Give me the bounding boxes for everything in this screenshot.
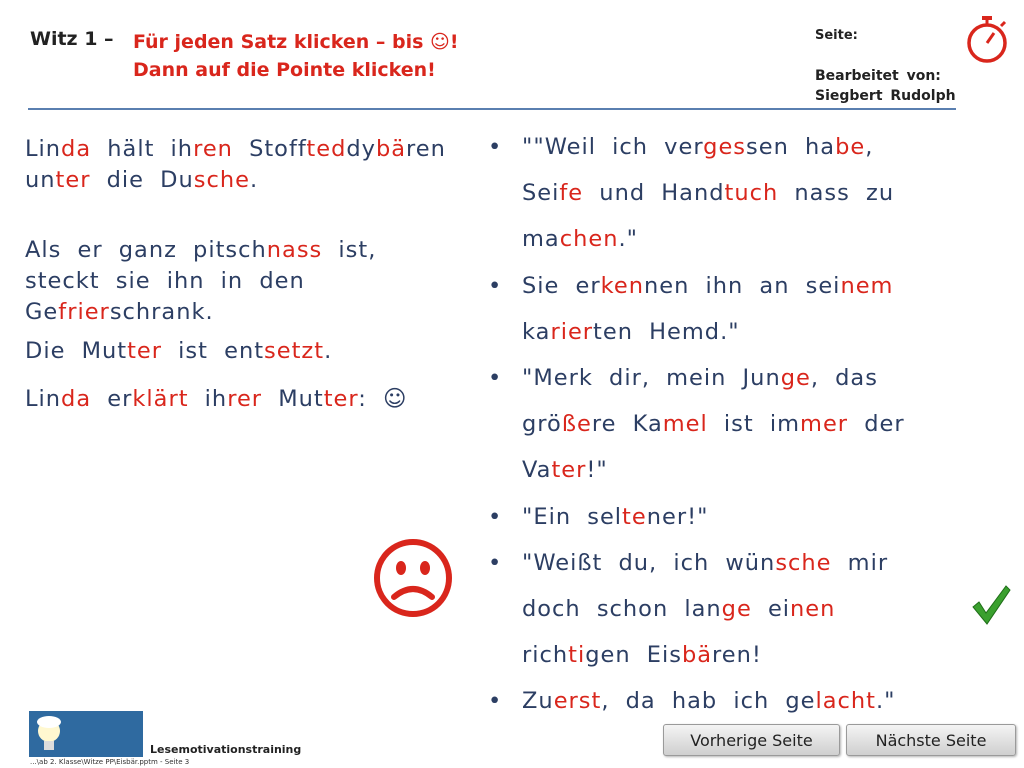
bullet: • (488, 272, 503, 299)
checkmark-icon[interactable] (970, 583, 1012, 627)
text-segment: . (249, 167, 259, 193)
text-segment: ih (188, 386, 228, 412)
text-segment: ." (876, 688, 896, 715)
edited-by-label: Bearbeitet von: (815, 68, 941, 84)
answer-option[interactable] (488, 540, 948, 679)
highlighted-syllable: ge (780, 365, 811, 392)
text-segment: ren un (25, 136, 446, 193)
text-segment: die Du (90, 167, 194, 193)
highlighted-syllable: rier (550, 318, 594, 345)
text-segment: ei (751, 596, 791, 623)
text-segment: : ☺ (358, 386, 408, 412)
highlighted-syllable: nem (840, 272, 894, 299)
highlighted-syllable: ren (193, 136, 233, 162)
text-segment: ." (618, 226, 638, 253)
answer-option[interactable] (488, 263, 948, 355)
text-segment: schrank. (109, 299, 214, 325)
text-segment: ""Weil ich ver (522, 134, 704, 160)
text-segment: nass zu ma (522, 180, 895, 253)
story-sentence-3[interactable] (25, 336, 465, 367)
answer-option[interactable] (488, 355, 948, 494)
stopwatch-icon[interactable] (963, 14, 1011, 64)
bullet: • (488, 503, 503, 530)
answer-option[interactable] (488, 678, 948, 724)
highlighted-syllable: lacht (815, 688, 876, 715)
highlighted-syllable: ter (55, 167, 91, 193)
highlighted-syllable: ter (127, 338, 162, 364)
bullet: • (488, 365, 503, 392)
text-segment: der Va (522, 411, 905, 484)
text-segment: "Weißt du, ich wün (522, 549, 776, 576)
text-segment: nen ihn an sei (643, 272, 841, 299)
highlighted-syllable: ted (306, 136, 347, 162)
highlighted-syllable: ter (323, 386, 359, 412)
highlighted-syllable: fe (559, 180, 584, 207)
text-segment: "Ein sel (522, 503, 623, 530)
text-segment: Mut (262, 386, 324, 412)
highlighted-syllable: da (61, 136, 92, 162)
text-segment: , das grö (522, 365, 878, 438)
edited-by (815, 66, 956, 106)
text-segment: re Ka (591, 411, 663, 438)
text-segment: rich (522, 642, 569, 669)
text-segment: Lin (25, 136, 62, 162)
highlighted-syllable: klärt (132, 386, 189, 412)
text-segment: Als er ganz pitsch (25, 237, 267, 263)
sad-face-icon (372, 537, 454, 619)
story-sentence-1[interactable] (25, 134, 465, 196)
story-sentence-4[interactable] (25, 384, 465, 415)
text-segment: ist ent (162, 338, 265, 364)
text-segment: sen ha (746, 134, 836, 160)
highlighted-syllable: setzt (264, 338, 325, 364)
lesekoch-logo (29, 711, 143, 757)
next-page-button[interactable]: Nächste Seite (846, 724, 1016, 756)
highlighted-syllable: frier (58, 299, 110, 325)
bullet: • (488, 134, 503, 160)
highlighted-syllable: te (622, 503, 647, 530)
text-segment: mir doch schon lan (522, 549, 889, 623)
text-segment: Zu (522, 688, 554, 715)
text-segment: , Sei (522, 134, 874, 207)
text-segment: !" (586, 457, 608, 484)
bullet: • (488, 688, 503, 715)
text-segment: , da hab ich ge (601, 688, 816, 715)
highlighted-syllable: ges (703, 134, 747, 160)
answer-text (522, 688, 896, 714)
text-segment: ren! (712, 642, 762, 669)
answer-text (522, 273, 893, 345)
lightbulb-chef-icon (29, 711, 143, 757)
text-segment: Stoff (232, 136, 307, 162)
highlighted-syllable: ße (561, 411, 592, 438)
text-segment: Die Mut (25, 338, 128, 364)
highlighted-syllable: bä (681, 642, 713, 669)
page-label: Seite: (815, 28, 858, 43)
answer-text (522, 134, 894, 252)
highlighted-syllable: sche (775, 549, 832, 576)
highlighted-syllable: nass (266, 237, 323, 263)
answer-text (522, 365, 905, 483)
highlighted-syllable: be (835, 134, 866, 160)
file-path: ...\ab 2. Klasse\Witze PP\Eisbär.pptm - Seite 3 (30, 758, 190, 766)
text-segment: dy (346, 136, 376, 162)
highlighted-syllable: ken (600, 272, 644, 299)
text-segment: er (91, 386, 133, 412)
author-name: Siegbert Rudolph (815, 88, 956, 104)
highlighted-syllable: mer (800, 411, 849, 438)
highlighted-syllable: ge (721, 596, 752, 623)
header-divider (28, 108, 956, 110)
instruction-line-2: Dann auf die Pointe klicken! (133, 59, 436, 81)
answer-list (488, 124, 948, 725)
highlighted-syllable: ti (568, 642, 586, 669)
text-segment: Sie er (522, 272, 601, 299)
slide-title: Witz 1 – (30, 28, 114, 50)
highlighted-syllable: bä (375, 136, 407, 162)
text-segment: ten Hemd." (593, 318, 740, 345)
text-segment: und Hand (583, 180, 725, 207)
highlighted-syllable: ter (551, 457, 587, 484)
highlighted-syllable: da (61, 386, 92, 412)
text-segment: . (324, 338, 333, 364)
text-segment: hält ih (91, 136, 194, 162)
text-segment: ner!" (646, 503, 709, 530)
answer-option[interactable] (488, 124, 948, 263)
text-segment: "Merk dir, mein Jun (522, 365, 781, 392)
answer-text (522, 550, 888, 668)
bullet: • (488, 549, 503, 576)
text-segment: Lin (25, 386, 62, 412)
text-segment: ist im (707, 411, 801, 438)
highlighted-syllable: erst (553, 688, 602, 715)
answer-text (522, 504, 708, 530)
text-segment: ist, steckt sie ihn in den Ge (25, 237, 377, 325)
instruction-line-1: Für jeden Satz klicken – bis ☺! (133, 31, 459, 53)
highlighted-syllable: rer (227, 386, 263, 412)
instructions (133, 28, 459, 84)
highlighted-syllable: nen (790, 596, 836, 623)
answer-option[interactable] (488, 494, 948, 540)
highlighted-syllable: mel (662, 411, 708, 438)
story-sentence-2[interactable] (25, 235, 465, 328)
text-segment: ka (522, 318, 551, 345)
footer-label: Lesemotivationstraining (150, 743, 302, 756)
highlighted-syllable: sche (193, 167, 250, 193)
previous-page-button[interactable]: Vorherige Seite (663, 724, 840, 756)
text-segment: gen Eis (585, 642, 682, 669)
highlighted-syllable: tuch (724, 180, 779, 207)
highlighted-syllable: chen (559, 226, 619, 253)
